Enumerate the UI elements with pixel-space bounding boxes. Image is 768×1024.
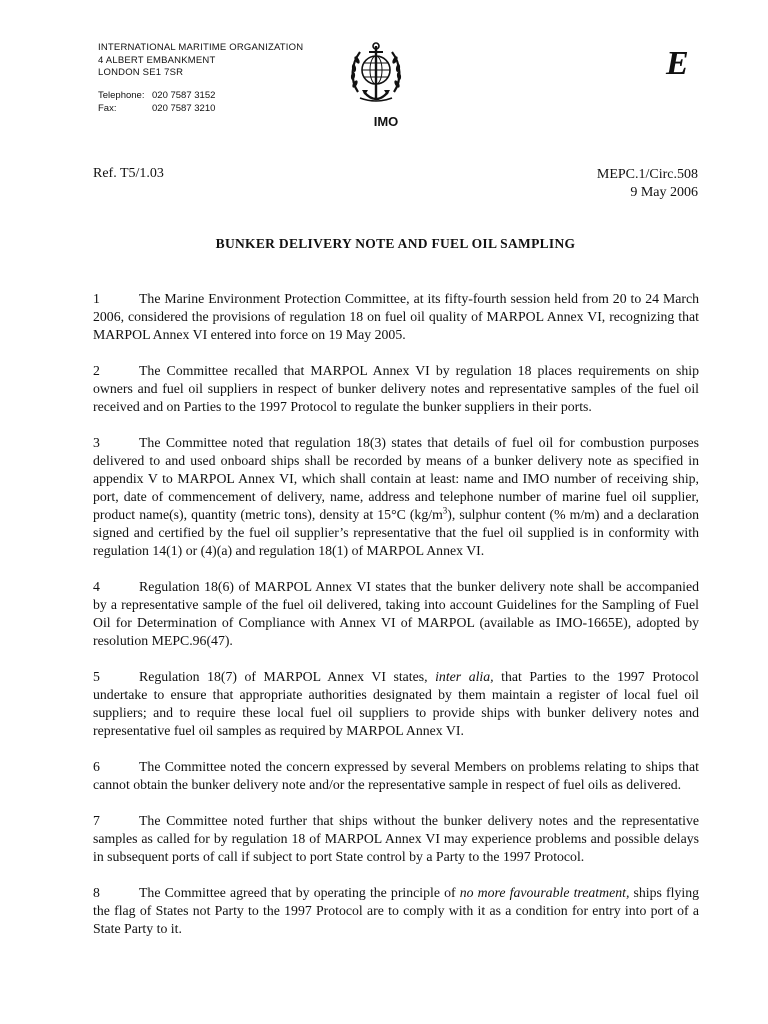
imo-emblem-icon xyxy=(348,40,404,108)
paragraph-number: 2 xyxy=(93,363,100,378)
paragraph-3 xyxy=(93,434,699,560)
paragraph-text: Regulation 18(6) of MARPOL Annex VI states that the bunker delivery note shall be accompanied by a representative sample of the fuel oil delivered, taking into account Guidelines for the Sampling of Fuel Oil for Determination of Compliance with Annex VI of MARPOL (available as IMO-1665E), adopted by resolution MEPC.96(47). xyxy=(93,579,699,648)
paragraph-4 xyxy=(93,578,699,650)
paragraph-number: 4 xyxy=(93,579,100,594)
paragraph-text: The Committee noted that regulation 18(3) states that details of fuel oil for combustion purposes delivered to and used onboard ships shall be recorded by means of a bunker delivery note as specified in appendix V to MARPOL Annex VI, which shall contain at least: name and IMO number of receiving ship, port, date of commencement of delivery, name, address and telephone number of marine fuel oil supplier, product name(s), quantity (metric tons), density at 15°C (kg/m xyxy=(93,435,699,522)
fax-row xyxy=(98,103,215,116)
organization-contact xyxy=(98,90,215,115)
document-meta xyxy=(597,166,698,202)
org-name: INTERNATIONAL MARITIME ORGANIZATION xyxy=(98,42,304,53)
fax-value: 020 7587 3210 xyxy=(152,102,216,114)
paragraph-1 xyxy=(93,290,699,344)
paragraph-2 xyxy=(93,362,699,416)
paragraph-text: The Committee noted further that ships without the bunker delivery notes and the representative samples as called for by regulation 18 of MARPOL Annex VI may experience problems and possible delays in subsequent ports of call if subject to port State control by a Party to the 1997 Protocol. xyxy=(93,813,699,864)
org-street: 4 ALBERT EMBANKMENT xyxy=(98,54,216,66)
superscript-three: 3 xyxy=(442,505,448,516)
telephone-row xyxy=(98,90,215,103)
imo-logo-text: IMO xyxy=(373,114,399,129)
language-mark: E xyxy=(666,45,689,82)
telephone-value: 020 7587 3152 xyxy=(152,90,216,101)
document-date: 9 May 2006 xyxy=(630,185,698,200)
paragraph-number: 5 xyxy=(93,669,100,684)
paragraph-text-cont: that Parties to the 1997 Protocol undertake to ensure that appropriate authorities designated by them maintain a register of local fuel oil suppliers; and to require these local fuel oil suppliers to provide ships with bunker delivery notes and representative fuel oil samples as required by MARPOL Annex VI. xyxy=(93,669,700,738)
paragraph-text: Regulation 18(7) of MARPOL Annex VI states, xyxy=(139,669,436,684)
organization-address xyxy=(98,42,303,80)
paragraph-5 xyxy=(93,668,699,740)
fax-label: Fax: xyxy=(98,102,117,114)
paragraph-number: 6 xyxy=(93,759,100,774)
document-number: MEPC.1/Circ.508 xyxy=(596,167,698,182)
paragraph-text: The Committee recalled that MARPOL Annex VI by regulation 18 places requirements on ship owners and fuel oil suppliers in respect of bunker delivery notes and representative samples of the fuel oil received and on Parties to the 1997 Protocol to regulate the bunker suppliers in their ports. xyxy=(93,363,699,414)
paragraph-7 xyxy=(93,812,699,866)
paragraph-text-cont: ), sulphur content (% m/m) and a declaration signed and certified by the fuel oil supplier’s representative that the fuel oil supplied is in conformity with regulation 14(1) or (4)(a) and regulation 18(1) of MARPOL Annex VI. xyxy=(93,507,699,558)
paragraph-text: The Marine Environment Protection Committee, at its fifty-fourth session held from 20 to 24 March 2006, considered the provisions of regulation 18 on fuel oil quality of MARPOL Annex VI, recognizing that MARPOL Annex VI entered into force on 19 May 2005. xyxy=(93,291,699,342)
paragraph-6 xyxy=(93,758,699,794)
paragraph-number: 7 xyxy=(93,813,100,828)
reference-number: Ref. T5/1.03 xyxy=(93,166,164,181)
latin-phrase: inter alia, xyxy=(435,669,494,684)
paragraph-text-cont: ships flying the flag of States not Party to the 1997 Protocol are to comply with it as a condition for entry into port of a State Party to it. xyxy=(93,885,700,936)
paragraph-text: The Committee agreed that by operating the principle of xyxy=(139,885,460,900)
emphasis-phrase: no more favourable treatment, xyxy=(459,885,630,900)
telephone-label: Telephone: xyxy=(98,90,145,101)
paragraph-text: The Committee noted the concern expressed by several Members on problems relating to ships that cannot obtain the bunker delivery note and/or the representative sample in respect of fuel oils as delivered. xyxy=(93,759,699,792)
paragraph-8 xyxy=(93,884,699,938)
paragraph-number: 8 xyxy=(93,885,100,900)
document-title: BUNKER DELIVERY NOTE AND FUEL OIL SAMPLING xyxy=(215,236,576,251)
paragraph-number: 1 xyxy=(93,291,100,306)
paragraph-number: 3 xyxy=(93,435,100,450)
org-city: LONDON SE1 7SR xyxy=(98,67,184,78)
document-body xyxy=(93,290,699,956)
